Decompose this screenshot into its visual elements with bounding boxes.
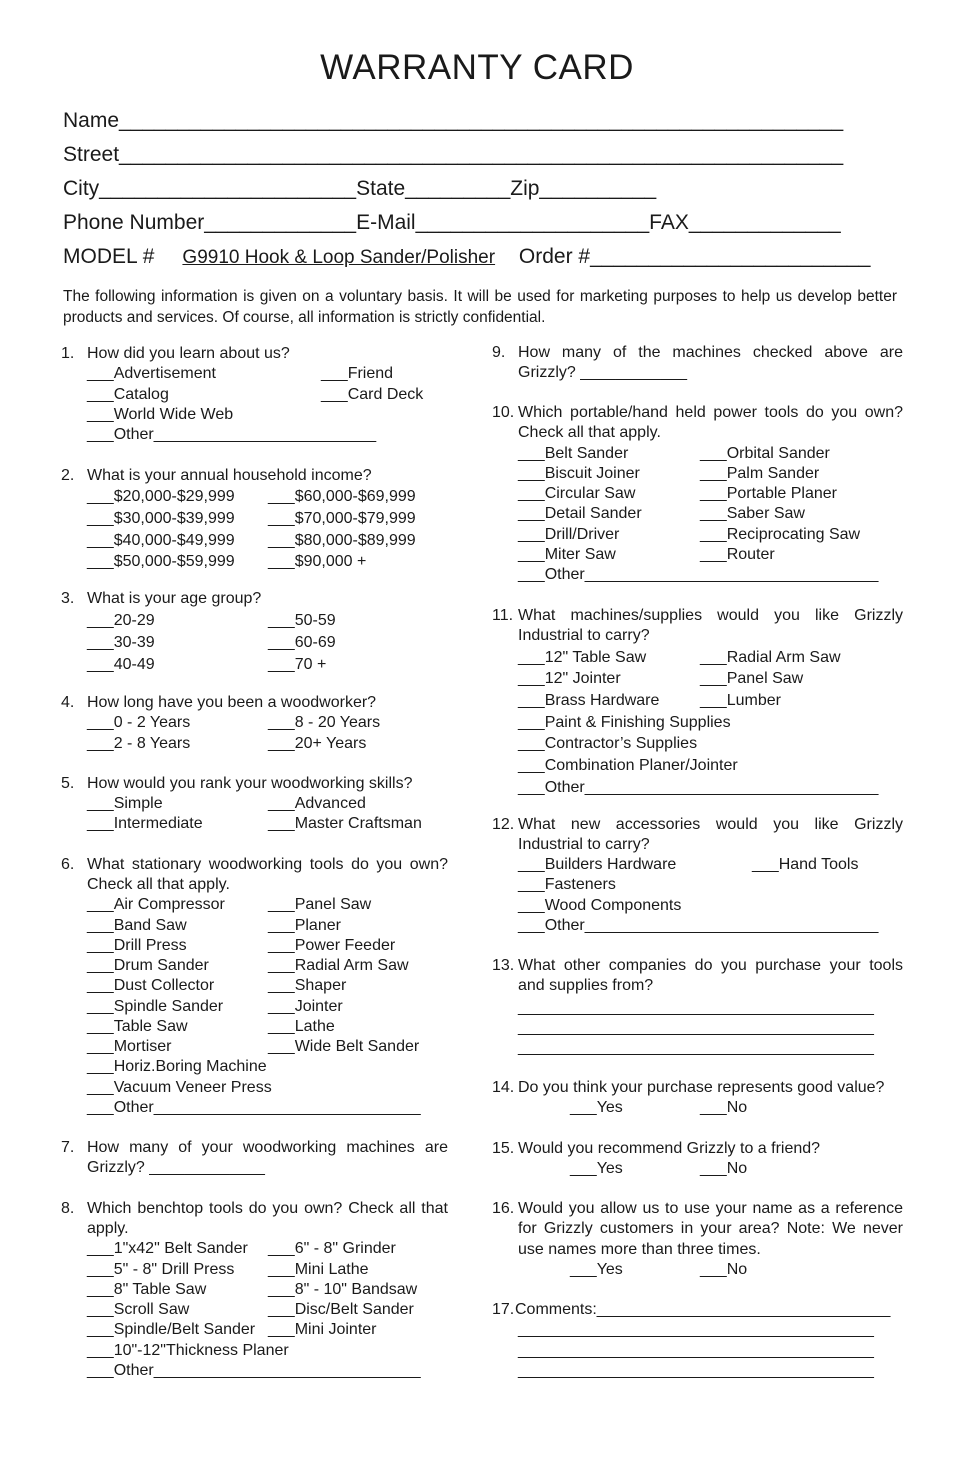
option[interactable]: ___Band Saw — [87, 917, 187, 934]
option[interactable]: ___1"x42" Belt Sander — [87, 1240, 248, 1257]
question-stem: How would you rank your woodworking skills? — [87, 775, 413, 792]
question-number: 4. — [61, 694, 75, 711]
question-1 — [61, 344, 452, 443]
phone-email-fax-field[interactable]: Phone Number_____________E-Mail____________________FAX_____________ — [63, 211, 841, 234]
option[interactable]: ___Advertisement — [87, 365, 216, 382]
option[interactable]: ___Radial Arm Saw — [268, 957, 409, 974]
option[interactable]: ___2 - 8 Years — [87, 735, 191, 752]
option[interactable]: ___Combination Planer/Jointer — [518, 757, 738, 774]
question-17 — [492, 1300, 903, 1379]
intro-paragraph: The following information is given on a voluntary basis. It will be used for marketing purposes to help us develop better products and services. Of course, all information is strictly confidential. — [63, 288, 897, 326]
question-16 — [492, 1199, 903, 1278]
question-number: 12. — [492, 816, 515, 833]
question-number: 2. — [61, 467, 75, 484]
question-15 — [492, 1139, 903, 1177]
order-field[interactable]: Order #________________________ — [518, 245, 871, 268]
option[interactable]: ___Biscuit Joiner — [518, 465, 640, 482]
option[interactable]: ___Master Craftsman — [268, 815, 422, 832]
option[interactable]: ___Saber Saw — [700, 505, 805, 522]
question-2 — [61, 466, 452, 570]
question-stem: Which benchtop tools do you own? Check all that apply. — [87, 1200, 448, 1238]
option[interactable]: ___$20,000-$29,999 — [87, 488, 235, 505]
question-number: 15. — [492, 1140, 515, 1157]
option[interactable]: ___12" Table Saw — [518, 649, 647, 666]
question-9 — [492, 343, 903, 384]
no-option[interactable]: ___No — [700, 1160, 748, 1177]
question-11 — [492, 606, 903, 796]
option[interactable]: ___Radial Arm Saw — [700, 649, 841, 666]
street-field[interactable]: Street______________________________________________________________ — [63, 143, 844, 166]
option[interactable]: ___Lathe — [268, 1018, 335, 1035]
option[interactable]: ___Catalog — [87, 386, 169, 403]
option[interactable]: ___20-29 — [87, 612, 155, 629]
question-3 — [61, 589, 452, 673]
option[interactable]: ___Spindle/Belt Sander — [87, 1321, 256, 1338]
question-number: 8. — [61, 1200, 75, 1217]
question-7 — [61, 1138, 448, 1179]
option[interactable]: ___8 - 20 Years — [268, 714, 381, 731]
option[interactable]: ___Other_________________________________ — [518, 917, 879, 934]
question-number: 3. — [61, 590, 75, 607]
option[interactable]: ___30-39 — [87, 634, 155, 651]
question-stem: Do you think your purchase represents good value? — [518, 1079, 885, 1096]
question-number: 13. — [492, 957, 515, 974]
question-stem: What other companies do you purchase your tools and supplies from? — [518, 957, 903, 995]
option[interactable]: ___Horiz.Boring Machine — [87, 1058, 267, 1075]
option[interactable]: ___Intermediate — [87, 815, 203, 832]
option[interactable]: ___$70,000-$79,999 — [268, 510, 416, 527]
option[interactable]: ___$80,000-$89,999 — [268, 532, 416, 549]
option[interactable]: ___Orbital Sander — [700, 445, 830, 462]
option[interactable]: ___8" Table Saw — [87, 1281, 207, 1298]
question-number: 14. — [492, 1079, 515, 1096]
model-value: G9910 Hook & Loop Sander/Polisher — [182, 247, 496, 268]
option[interactable]: ___$30,000-$39,999 — [87, 510, 235, 527]
question-stem: How long have you been a woodworker? — [87, 694, 377, 711]
question-stem: What is your annual household income? — [87, 467, 372, 484]
option[interactable]: ___Belt Sander — [518, 445, 629, 462]
question-number: 10. — [492, 404, 515, 421]
question-stem[interactable]: How many of your woodworking machines are Grizzly? _____________ — [87, 1139, 448, 1177]
option[interactable]: ___20+ Years — [268, 735, 367, 752]
option[interactable]: ___Brass Hardware — [518, 692, 660, 709]
option[interactable]: ___Vacuum Veneer Press — [87, 1079, 272, 1096]
option[interactable]: ___10"-12"Thickness Planer — [87, 1342, 289, 1359]
option[interactable]: ___8" - 10" Bandsaw — [268, 1281, 418, 1298]
question-stem: What machines/supplies would you like Grizzly Industrial to carry? — [518, 607, 903, 645]
option[interactable]: ___Shaper — [268, 977, 347, 994]
question-number: 7. — [61, 1139, 75, 1156]
page-title: WARRANTY CARD — [320, 48, 634, 87]
option[interactable]: ___Drill Press — [87, 937, 187, 954]
question-number: 1. — [61, 345, 75, 362]
question-12 — [492, 815, 903, 934]
option[interactable]: ___Hand Tools — [752, 856, 859, 873]
name-field[interactable]: Name______________________________________________________________ — [63, 109, 844, 132]
question-10 — [492, 403, 903, 583]
option[interactable]: ___12" Jointer — [518, 670, 621, 687]
option[interactable]: ___Scroll Saw — [87, 1301, 190, 1318]
option[interactable]: ___Other_________________________ — [87, 426, 377, 443]
option[interactable]: ___Paint & Finishing Supplies — [518, 714, 731, 731]
question-stem: What new accessories would you like Grizzly Industrial to carry? — [518, 816, 903, 854]
option[interactable]: ___Wide Belt Sander — [268, 1038, 420, 1055]
option[interactable]: ___Panel Saw — [700, 670, 804, 687]
option[interactable]: ___$90,000 + — [268, 553, 367, 570]
option[interactable]: ___Other_________________________________ — [518, 566, 879, 583]
option[interactable]: ___World Wide Web — [87, 406, 234, 423]
question-stem[interactable]: How many of the machines checked above are Grizzly? ____________ — [518, 344, 903, 382]
option[interactable]: ___Miter Saw — [518, 546, 616, 563]
answer-line[interactable]: ________________________________________ — [518, 1362, 874, 1379]
option[interactable]: ___Portable Planer — [700, 485, 837, 502]
answer-line[interactable]: ________________________________________ — [518, 1321, 874, 1338]
option[interactable]: ___Builders Hardware — [518, 856, 677, 873]
option[interactable]: ___Simple — [87, 795, 163, 812]
question-number: 9. — [492, 344, 506, 361]
option[interactable]: ___Drill/Driver — [518, 526, 620, 543]
comments-field[interactable]: Comments:_________________________________ — [515, 1301, 891, 1318]
option[interactable]: ___Mini Lathe — [268, 1261, 369, 1278]
option[interactable]: ___Card Deck — [321, 386, 424, 403]
option[interactable]: ___Spindle Sander — [87, 998, 224, 1015]
option[interactable]: ___Other______________________________ — [87, 1099, 421, 1116]
option[interactable]: ___Table Saw — [87, 1018, 188, 1035]
option[interactable]: ___5" - 8" Drill Press — [87, 1261, 235, 1278]
yes-option[interactable]: ___Yes — [570, 1099, 623, 1116]
option[interactable]: ___$50,000-$59,999 — [87, 553, 235, 570]
option[interactable]: ___Wood Components — [518, 897, 682, 914]
answer-line[interactable]: ________________________________________ — [518, 1342, 874, 1359]
no-option[interactable]: ___No — [700, 1261, 748, 1278]
option[interactable]: ___Other______________________________ — [87, 1362, 421, 1379]
option[interactable]: ___0 - 2 Years — [87, 714, 191, 731]
option[interactable]: ___Lumber — [700, 692, 781, 709]
option[interactable]: ___Other_________________________________ — [518, 779, 879, 796]
question-number: 6. — [61, 856, 75, 873]
option[interactable]: ___60-69 — [268, 634, 336, 651]
option[interactable]: ___$60,000-$69,999 — [268, 488, 416, 505]
option[interactable]: ___70 + — [268, 656, 327, 673]
question-14 — [492, 1078, 903, 1116]
city-state-zip-field[interactable]: City______________________State_________Zip__________ — [63, 177, 657, 200]
question-number: 17. — [492, 1301, 515, 1318]
option[interactable]: ___Friend — [321, 365, 394, 382]
option[interactable]: ___Circular Saw — [518, 485, 636, 502]
question-5 — [61, 774, 452, 832]
question-stem: How did you learn about us? — [87, 345, 290, 362]
question-4 — [61, 693, 452, 752]
question-stem: Which portable/hand held power tools do you own? Check all that apply. — [518, 404, 903, 442]
option[interactable]: ___Fasteners — [518, 876, 616, 893]
yes-option[interactable]: ___Yes — [570, 1261, 623, 1278]
question-number: 5. — [61, 775, 75, 792]
question-stem: What is your age group? — [87, 590, 262, 607]
question-number: 16. — [492, 1200, 515, 1217]
answer-line[interactable]: ________________________________________ — [518, 1019, 874, 1036]
no-option[interactable]: ___No — [700, 1099, 748, 1116]
question-stem: What stationary woodworking tools do you own? Check all that apply. — [87, 856, 448, 894]
question-number: 11. — [492, 607, 514, 624]
option[interactable]: ___$40,000-$49,999 — [87, 532, 235, 549]
option[interactable]: ___Power Feeder — [268, 937, 396, 954]
option[interactable]: ___Palm Sander — [700, 465, 820, 482]
question-8 — [61, 1199, 448, 1379]
option[interactable]: ___6" - 8" Grinder — [268, 1240, 396, 1257]
answer-line[interactable]: ________________________________________ — [518, 1039, 874, 1056]
question-13 — [492, 956, 903, 1056]
option[interactable]: ___Drum Sander — [87, 957, 209, 974]
option[interactable]: ___50-59 — [268, 612, 336, 629]
model-label: MODEL # — [63, 245, 155, 268]
option[interactable]: ___Mortiser — [87, 1038, 172, 1055]
answer-line[interactable]: ________________________________________ — [518, 999, 874, 1016]
model-row — [63, 245, 870, 269]
option[interactable]: ___Air Compressor — [87, 896, 225, 913]
option[interactable]: ___Detail Sander — [518, 505, 642, 522]
yes-option[interactable]: ___Yes — [570, 1160, 623, 1177]
option[interactable]: ___Reciprocating Saw — [700, 526, 861, 543]
option[interactable]: ___Contractor’s Supplies — [518, 735, 698, 752]
question-6 — [61, 855, 448, 1116]
option[interactable]: ___Disc/Belt Sander — [268, 1301, 414, 1318]
option[interactable]: ___Advanced — [268, 795, 366, 812]
option[interactable]: ___Dust Collector — [87, 977, 215, 994]
question-stem: Would you recommend Grizzly to a friend? — [518, 1140, 821, 1157]
option[interactable]: ___Router — [700, 546, 775, 563]
option[interactable]: ___Panel Saw — [268, 896, 372, 913]
option[interactable]: ___40-49 — [87, 656, 155, 673]
option[interactable]: ___Planer — [268, 917, 341, 934]
question-stem: Would you allow us to use your name as a reference for Grizzly customers in your area? Note: We never use names more than three times. — [518, 1200, 903, 1258]
option[interactable]: ___Mini Jointer — [268, 1321, 377, 1338]
option[interactable]: ___Jointer — [268, 998, 343, 1015]
